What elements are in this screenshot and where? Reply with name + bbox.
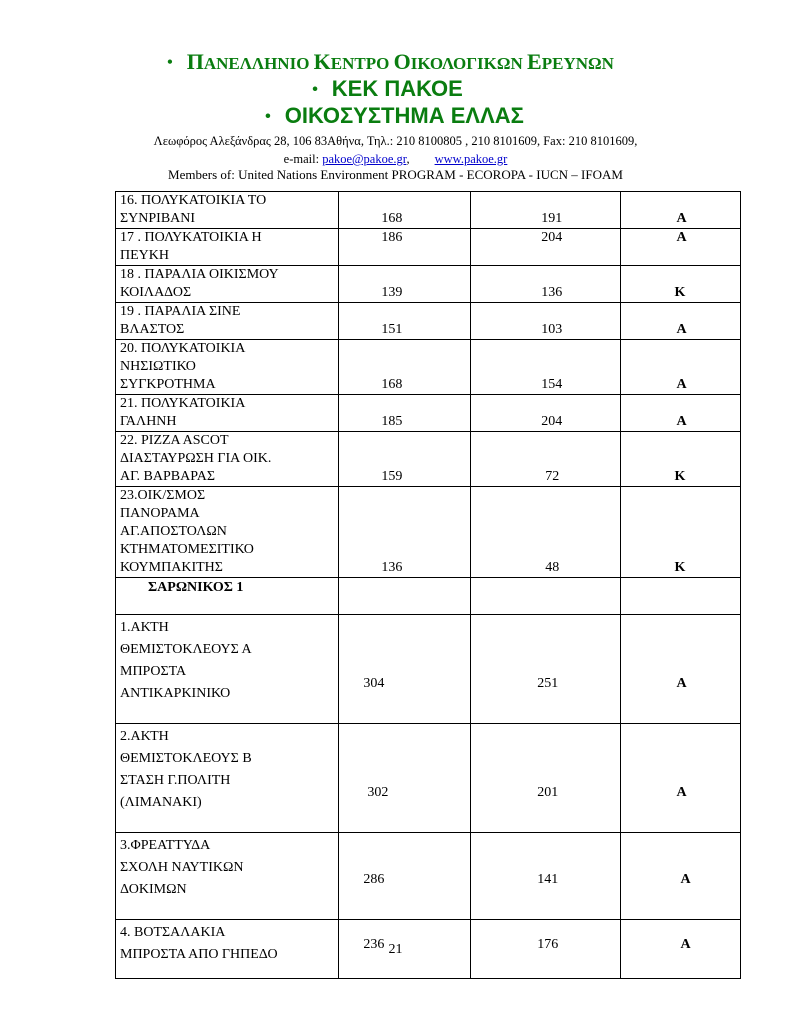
org-name: ΠΑΝΕΛΛΗΝΙΟ ΚΕΝΤΡΟ ΟΙΚΟΛΟΓΙΚΩΝ ΕΡΕΥΝΩΝ xyxy=(186,49,614,74)
value1: 139 xyxy=(381,285,403,300)
kek-line xyxy=(0,77,791,104)
ecosystem-line xyxy=(0,104,791,131)
location-name-line: 4. ΒΟΤΣΑΛΑΚΙΑ xyxy=(120,925,226,940)
grade: Α xyxy=(676,785,687,800)
value1-cell xyxy=(339,833,471,920)
location-name-line: 1.ΑΚΤΗ xyxy=(120,620,169,635)
value1: 168 xyxy=(381,211,403,226)
grade-cell xyxy=(620,303,741,340)
location-cell xyxy=(116,192,339,229)
empty-cell xyxy=(339,578,471,615)
ecosystem-title: ΟΙΚΟΣΥΣΤΗΜΑ ΕΛΛΑΣ xyxy=(284,103,524,128)
value2: 141 xyxy=(537,872,559,887)
value2: 251 xyxy=(537,676,559,691)
empty-cell xyxy=(471,578,620,615)
location-cell xyxy=(116,833,339,920)
value1: 168 xyxy=(381,377,403,392)
bullet-icon: • xyxy=(167,54,173,71)
value2-cell xyxy=(471,833,620,920)
location-name-line: 22. PIZZA ASCOT xyxy=(120,433,229,448)
address-line: Λεωφόρος Αλεξάνδρας 28, 106 83Αθήνα, Τηλ.: 210 8100805 , 210 8101609, Fax: 210 8101609, xyxy=(153,134,638,148)
location-name-line: ΒΛΑΣΤΟΣ xyxy=(120,322,185,337)
grade-cell xyxy=(620,615,741,724)
bullet-icon: • xyxy=(312,81,318,98)
location-name-line: ΠΕΥΚΗ xyxy=(120,248,169,263)
value1: 286 xyxy=(363,872,385,887)
location-cell xyxy=(116,432,339,487)
section-title: ΣΑΡΩΝΙΚΟΣ 1 xyxy=(148,580,244,595)
grade-cell xyxy=(620,340,741,395)
value2: 103 xyxy=(541,322,563,337)
value1: 151 xyxy=(381,322,403,337)
location-name-line: ΘΕΜΙΣΤΟΚΛΕΟΥΣ Β xyxy=(120,751,252,766)
location-name-line: ΜΠΡΟΣΤΑ xyxy=(120,664,187,679)
contact-line xyxy=(0,152,791,167)
grade-cell xyxy=(620,266,741,303)
location-name-line: 3.ΦΡΕΑΤΤΥΔΑ xyxy=(120,838,211,853)
table-row xyxy=(116,615,741,724)
table-row xyxy=(116,432,741,487)
table-row xyxy=(116,395,741,432)
value1-cell xyxy=(339,192,471,229)
value1-cell xyxy=(339,266,471,303)
value1-cell xyxy=(339,303,471,340)
location-cell xyxy=(116,340,339,395)
value2: 48 xyxy=(545,560,560,575)
value1: 185 xyxy=(381,414,403,429)
value2-cell xyxy=(471,229,620,266)
table-row xyxy=(116,340,741,395)
location-name-line: ΣΧΟΛΗ ΝΑΥΤΙΚΩΝ xyxy=(120,860,244,875)
location-cell xyxy=(116,229,339,266)
location-name-line: 19 . ΠΑΡΑΛΙΑ ΣΙΝΕ xyxy=(120,304,241,319)
location-name-line: 17 . ΠΟΛΥΚΑΤΟΙΚΙΑ Η xyxy=(120,230,262,245)
table-row xyxy=(116,303,741,340)
table-row xyxy=(116,229,741,266)
location-cell xyxy=(116,266,339,303)
value2-cell xyxy=(471,724,620,833)
value2-cell xyxy=(471,266,620,303)
table-row xyxy=(116,192,741,229)
empty-cell xyxy=(620,578,741,615)
grade-cell xyxy=(620,724,741,833)
location-name-line: ΑΓ. ΒΑΡΒΑΡΑΣ xyxy=(120,469,215,484)
value2: 204 xyxy=(541,230,563,245)
location-name-line: 18 . ΠΑΡΑΛΙΑ ΟΙΚΙΣΜΟΥ xyxy=(120,267,279,282)
location-cell xyxy=(116,724,339,833)
grade: Κ xyxy=(674,285,686,300)
location-cell xyxy=(116,487,339,578)
value2-cell xyxy=(471,192,620,229)
location-name-line: ΜΠΡΟΣΤΑ ΑΠΟ ΓΗΠΕΔΟ xyxy=(120,947,278,962)
value1-cell xyxy=(339,229,471,266)
location-name-line: (ΛΙΜΑΝΑΚΙ) xyxy=(120,795,202,810)
location-name-line: ΘΕΜΙΣΤΟΚΛΕΟΥΣ Α xyxy=(120,642,252,657)
members-line: Members of: United Nations Environment PROGRAM - ECOROPA - IUCN – IFOAM xyxy=(168,167,623,182)
location-name-line: ΝΗΣΙΩΤΙΚΟ xyxy=(120,359,196,374)
table-row xyxy=(116,724,741,833)
location-name-line: ΣΥΝΡΙΒΑΝΙ xyxy=(120,211,196,226)
email-link[interactable]: pakoe@pakoe.gr xyxy=(322,152,407,166)
grade: Α xyxy=(676,377,687,392)
grade: Α xyxy=(676,211,687,226)
email-separator: , xyxy=(406,152,410,166)
grade: Α xyxy=(676,230,687,245)
location-name-line: ΚΟΙΛΑΔΟΣ xyxy=(120,285,192,300)
grade: Α xyxy=(676,414,687,429)
grade: Α xyxy=(676,676,687,691)
location-name-line: ΔΙΑΣΤΑΥΡΩΣΗ ΓΙΑ ΟΙΚ. xyxy=(120,451,272,466)
website-link[interactable]: www.pakoe.gr xyxy=(434,152,508,166)
location-name-line: ΠΑΝΟΡΑΜΑ xyxy=(120,506,200,521)
location-name-line: ΣΤΑΣΗ Γ.ΠΟΛΙΤΗ xyxy=(120,773,231,788)
table-row xyxy=(116,833,741,920)
section-row xyxy=(116,578,741,615)
location-name-line: 20. ΠΟΛΥΚΑΤΟΙΚΙΑ xyxy=(120,341,246,356)
location-name-line: ΑΝΤΙΚΑΡΚΙΝΙΚΟ xyxy=(120,686,231,701)
value2: 201 xyxy=(537,785,559,800)
location-name-line: ΚΟΥΜΠΑΚΙΤΗΣ xyxy=(120,560,223,575)
grade-cell xyxy=(620,229,741,266)
grade: Κ xyxy=(674,560,686,575)
value1: 236 xyxy=(363,937,385,952)
value2-cell xyxy=(471,303,620,340)
table-row xyxy=(116,487,741,578)
value2-cell xyxy=(471,432,620,487)
value2: 136 xyxy=(541,285,563,300)
grade-cell xyxy=(620,192,741,229)
location-name-line: ΔΟΚΙΜΩΝ xyxy=(120,882,187,897)
value2-cell xyxy=(471,615,620,724)
grade-cell xyxy=(620,395,741,432)
grade: Α xyxy=(680,937,691,952)
value2-cell xyxy=(471,340,620,395)
value2: 154 xyxy=(541,377,563,392)
value1: 186 xyxy=(381,230,403,245)
letterhead xyxy=(0,50,791,183)
grade: Α xyxy=(676,322,687,337)
value1-cell xyxy=(339,340,471,395)
value1: 136 xyxy=(381,560,403,575)
value1: 159 xyxy=(381,469,403,484)
location-name-line: 2.ΑΚΤΗ xyxy=(120,729,169,744)
location-cell xyxy=(116,303,339,340)
value2: 176 xyxy=(537,937,559,952)
kek-title: ΚΕΚ ΠΑΚΟΕ xyxy=(331,76,463,101)
value1-cell xyxy=(339,487,471,578)
value1-cell xyxy=(339,432,471,487)
table-row xyxy=(116,266,741,303)
location-name-line: ΚΤΗΜΑΤΟΜΕΣΙΤΙΚΟ xyxy=(120,542,254,557)
location-name-line: 23.ΟΙΚ/ΣΜΟΣ xyxy=(120,488,206,503)
email-label: e-mail: xyxy=(283,152,320,166)
grade: Κ xyxy=(674,469,686,484)
bullet-icon: • xyxy=(265,108,271,125)
grade-cell xyxy=(620,487,741,578)
value1-cell xyxy=(339,724,471,833)
section-title-cell xyxy=(116,578,339,615)
value2: 204 xyxy=(541,414,563,429)
location-cell xyxy=(116,615,339,724)
location-name-line: 16. ΠΟΛΥΚΑΤΟΙΚΙΑ ΤΟ xyxy=(120,193,267,208)
grade-cell xyxy=(620,432,741,487)
page-number: 21 xyxy=(388,942,403,957)
value1-cell xyxy=(339,615,471,724)
value2: 72 xyxy=(545,469,560,484)
location-cell xyxy=(116,395,339,432)
location-name-line: ΣΥΓΚΡΟΤΗΜΑ xyxy=(120,377,216,392)
measurement-table xyxy=(115,191,741,979)
value2-cell xyxy=(471,395,620,432)
location-name-line: 21. ΠΟΛΥΚΑΤΟΙΚΙΑ xyxy=(120,396,246,411)
value1: 302 xyxy=(367,785,389,800)
grade-cell xyxy=(620,833,741,920)
value2: 191 xyxy=(541,211,563,226)
location-name-line: ΑΓ.ΑΠΟΣΤΟΛΩΝ xyxy=(120,524,227,539)
value1: 304 xyxy=(363,676,385,691)
value1-cell xyxy=(339,395,471,432)
value2-cell xyxy=(471,487,620,578)
org-name-line xyxy=(0,50,791,77)
location-name-line: ΓΑΛΗΝΗ xyxy=(120,414,177,429)
grade: Α xyxy=(680,872,691,887)
